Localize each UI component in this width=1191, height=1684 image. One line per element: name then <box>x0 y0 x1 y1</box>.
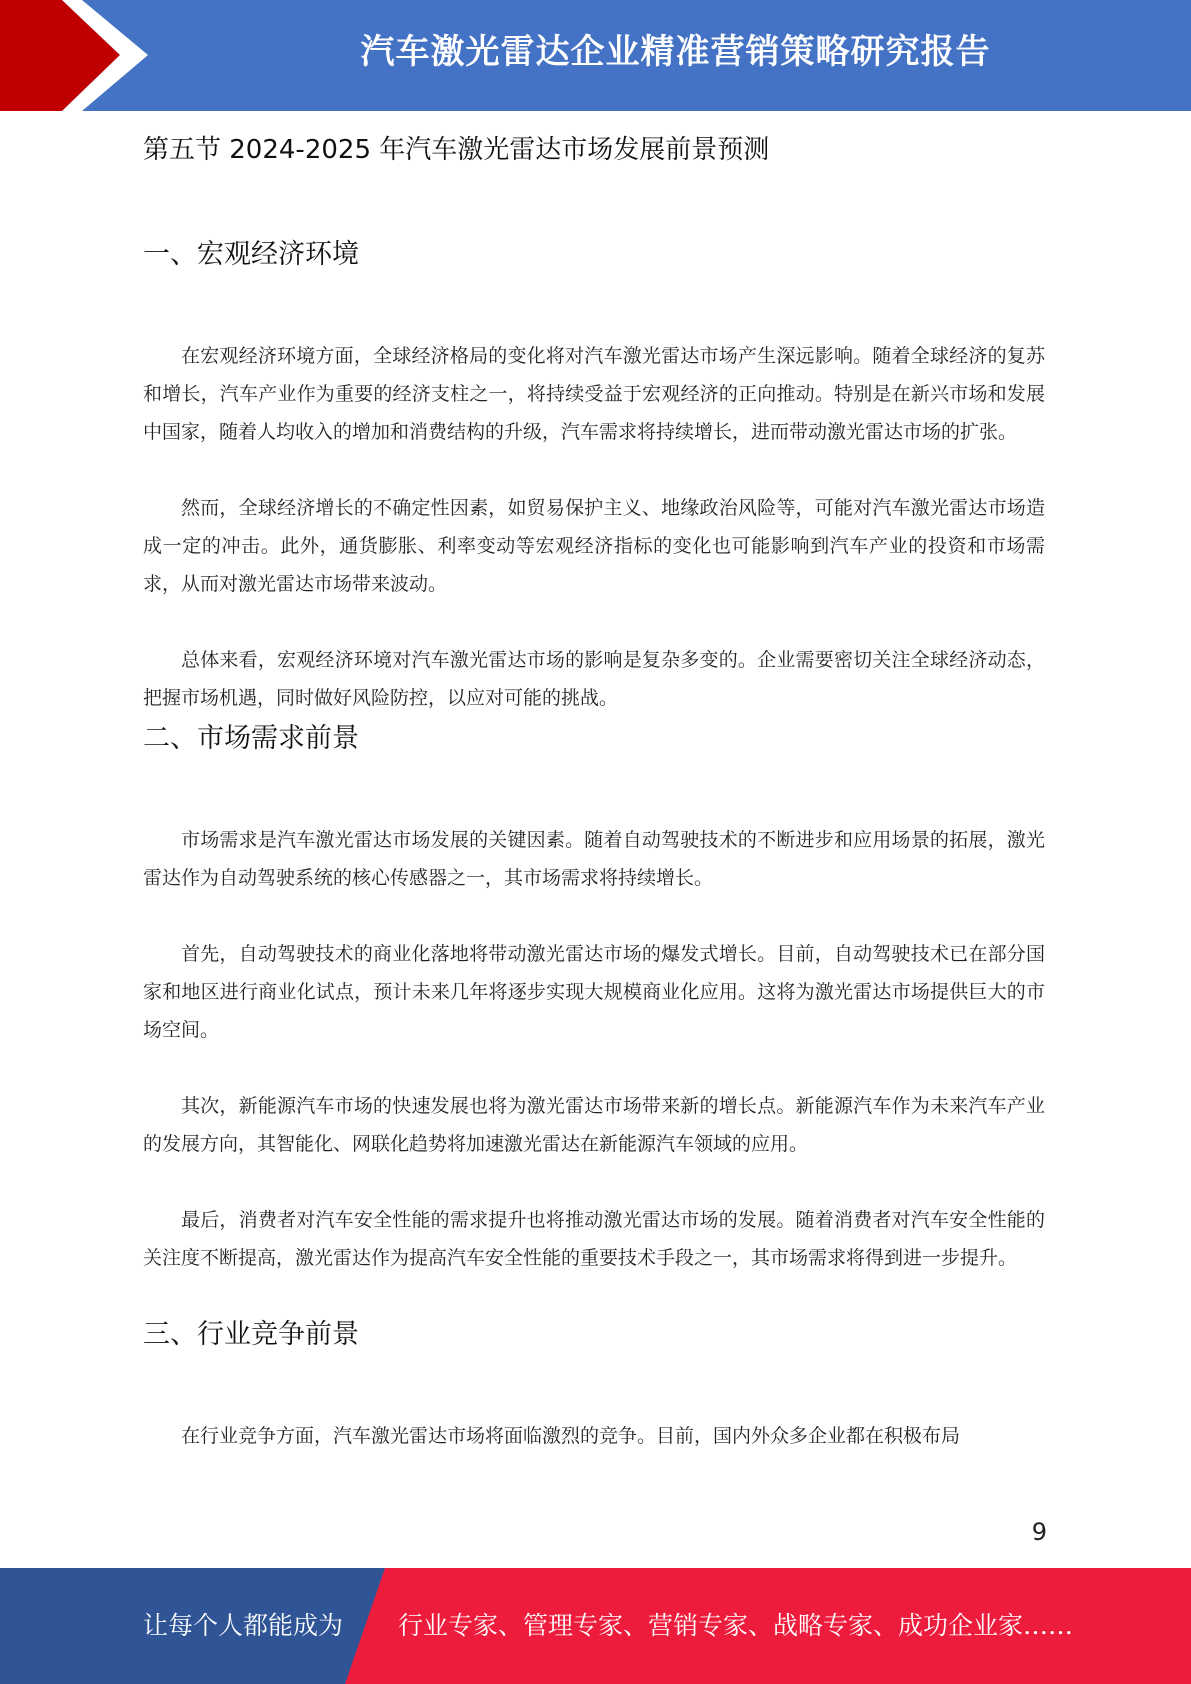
paragraph: 在行业竞争方面，汽车激光雷达市场将面临激烈的竞争。目前，国内外众多企业都在积极布局 <box>181 1425 961 1447</box>
footer-banner <box>0 1568 1191 1684</box>
paragraph: 最后，消费者对汽车安全性能的需求提升也将推动激光雷达市场的发展。随着消费者对汽车安全性能的关注度不断提高，激光雷达作为提高汽车安全性能的重要技术手段之一，其市场需求将得到进一步提升。 <box>143 1209 1045 1269</box>
paragraph: 在宏观经济环境方面，全球经济格局的变化将对汽车激光雷达市场产生深远影响。随着全球经济的复苏和增长，汽车产业作为重要的经济支柱之一，将持续受益于宏观经济的正向推动。特别是在新兴市场和发展中国家，随着人均收入的增加和消费结构的升级，汽车需求将持续增长，进而带动激光雷达市场的扩张。 <box>143 345 1045 443</box>
paragraph: 市场需求是汽车激光雷达市场发展的关键因素。随着自动驾驶技术的不断进步和应用场景的拓展，激光雷达作为自动驾驶系统的核心传感器之一，其市场需求将持续增长。 <box>143 829 1045 889</box>
subsection-title-competition: 三、行业竞争前景 <box>143 1319 359 1350</box>
footer-slogan-right: 行业专家、管理专家、营销专家、战略专家、成功企业家…… <box>398 1611 1074 1640</box>
header-chevron-decoration <box>0 0 160 111</box>
report-title: 汽车激光雷达企业精准营销策略研究报告 <box>360 32 991 72</box>
paragraph: 首先，自动驾驶技术的商业化落地将带动激光雷达市场的爆发式增长。目前，自动驾驶技术已在部分国家和地区进行商业化试点，预计未来几年将逐步实现大规模商业化应用。这将为激光雷达市场提供巨大的市场空间。 <box>143 943 1045 1041</box>
paragraph: 总体来看，宏观经济环境对汽车激光雷达市场的影响是复杂多变的。企业需要密切关注全球经济动态，把握市场机遇，同时做好风险防控，以应对可能的挑战。 <box>143 649 1045 709</box>
paragraph: 其次，新能源汽车市场的快速发展也将为激光雷达市场带来新的增长点。新能源汽车作为未来汽车产业的发展方向，其智能化、网联化趋势将加速激光雷达在新能源汽车领域的应用。 <box>143 1095 1045 1155</box>
subsection-title-demand: 二、市场需求前景 <box>143 723 359 754</box>
section-title: 第五节 2024-2025 年汽车激光雷达市场发展前景预测 <box>143 135 770 165</box>
page-content <box>143 130 1045 1455</box>
footer-slogan-left: 让每个人都能成为 <box>143 1611 344 1640</box>
subsection-title-macro: 一、宏观经济环境 <box>143 239 359 270</box>
page-number: 9 <box>1031 1518 1047 1546</box>
header-banner <box>0 0 1191 111</box>
paragraph: 然而，全球经济增长的不确定性因素，如贸易保护主义、地缘政治风险等，可能对汽车激光雷达市场造成一定的冲击。此外，通货膨胀、利率变动等宏观经济指标的变化也可能影响到汽车产业的投资和市场需求，从而对激光雷达市场带来波动。 <box>143 497 1045 595</box>
